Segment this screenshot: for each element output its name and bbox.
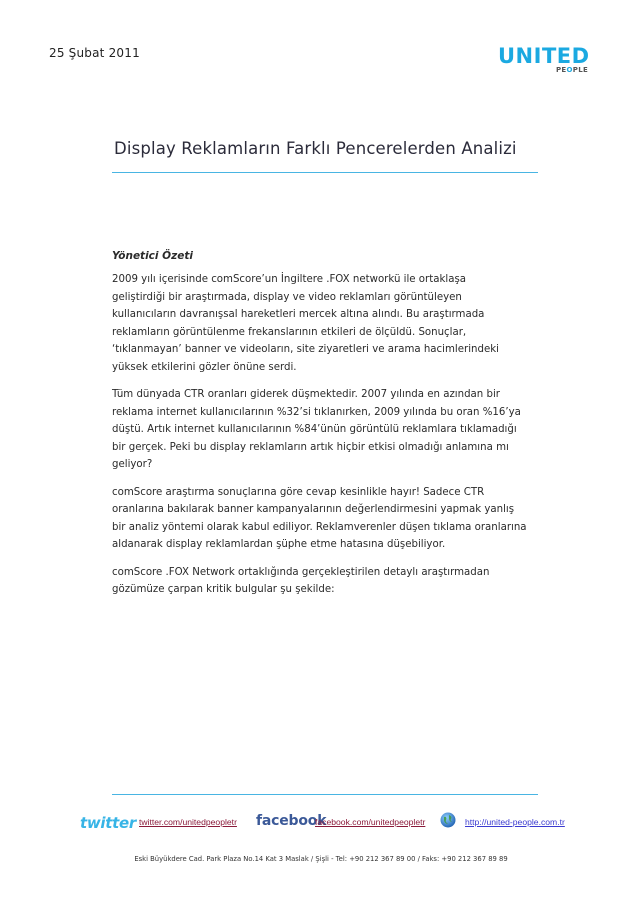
document-body bbox=[112, 250, 542, 609]
paragraph-line: aldanarak display reklamlardan şüphe etme hatasına düşebiliyor. bbox=[112, 539, 446, 550]
paragraph bbox=[112, 564, 542, 599]
paragraph bbox=[112, 271, 542, 376]
page-title: Display Reklamların Farklı Pencerelerden Analizi bbox=[114, 139, 517, 158]
section-heading: Yönetici Özeti bbox=[112, 250, 193, 262]
logo-subtitle: PEOPLE bbox=[556, 66, 589, 74]
paragraph bbox=[112, 484, 542, 554]
united-people-logo bbox=[498, 44, 588, 76]
paragraph-line: reklamların görüntülenme frekanslarının etkileri de ölçüldü. Sonuçlar, bbox=[112, 326, 467, 338]
paragraph-line: reklama internet kullanıcılarının %32’si tıklanırken, 2009 yılında bu oran %16’ya bbox=[112, 406, 521, 418]
footer-social-links bbox=[0, 812, 638, 834]
paragraph-line: 2009 yılı içerisinde comScore’un İngiltere .FOX networkü ile ortaklaşa bbox=[112, 274, 466, 285]
paragraph-line: düştü. Artık internet kullanıcılarının %84’ünün görüntülü reklamlara tıklamadığı bbox=[112, 424, 517, 435]
paragraph bbox=[112, 386, 542, 474]
twitter-logo-icon: twitter bbox=[80, 814, 136, 832]
paragraph-line: geliştirdiği bir araştırmada, display ve video reklamları görüntüleyen bbox=[112, 291, 462, 303]
twitter-link[interactable]: twitter.com/unitedpeopletr bbox=[139, 817, 237, 827]
globe-icon bbox=[440, 812, 456, 828]
paragraph-line: Tüm dünyada CTR oranları giderek düşmektedir. 2007 yılında en azından bir bbox=[112, 389, 500, 400]
paragraph-line: ‘tıklanmayan’ banner ve videoların, site ziyaretleri ve arama hacimlerindeki bbox=[112, 344, 499, 355]
paragraph-line: gözümüze çarpan kritik bulgular şu şekilde: bbox=[112, 584, 335, 595]
paragraph-line: bir analiz yöntemi olarak kabul ediliyor. Reklamverenler düşen tıklama oranlarına bbox=[112, 521, 527, 533]
paragraph-line: bir gerçek. Peki bu display reklamların artık hiçbir etkisi olmadığı anlamına mı bbox=[112, 441, 509, 453]
logo-wordmark: UNITED bbox=[498, 44, 590, 68]
website-link[interactable]: http://united-people.com.tr bbox=[465, 817, 565, 827]
title-divider bbox=[112, 172, 538, 173]
paragraph-line: oranlarına bakılarak banner kampanyalarının değerlendirmesini yapmak yanlış bbox=[112, 504, 515, 515]
document-date: 25 Şubat 2011 bbox=[49, 46, 140, 60]
paragraph-line: comScore araştırma sonuçlarına göre cevap kesinlikle hayır! Sadece CTR bbox=[112, 486, 485, 498]
paragraph-line: yüksek etkilerini gözler önüne serdi. bbox=[112, 361, 297, 373]
facebook-link[interactable]: facebook.com/unitedpeopletr bbox=[315, 817, 426, 827]
facebook-logo-icon: facebook bbox=[256, 813, 327, 829]
paragraph-line: geliyor? bbox=[112, 459, 153, 470]
paragraph-line: kullanıcıların davranışsal hareketleri mercek altına alındı. Bu araştırmada bbox=[112, 309, 485, 320]
footer-divider bbox=[112, 794, 538, 795]
paragraph-line: comScore .FOX Network ortaklığında gerçekleştirilen detaylı araştırmadan bbox=[112, 566, 490, 578]
company-address: Eski Büyükdere Cad. Park Plaza No.14 Kat 3 Maslak / Şişli - Tel: +90 212 367 89 00 / Faks: +90 212 367 89 89 bbox=[134, 855, 508, 863]
